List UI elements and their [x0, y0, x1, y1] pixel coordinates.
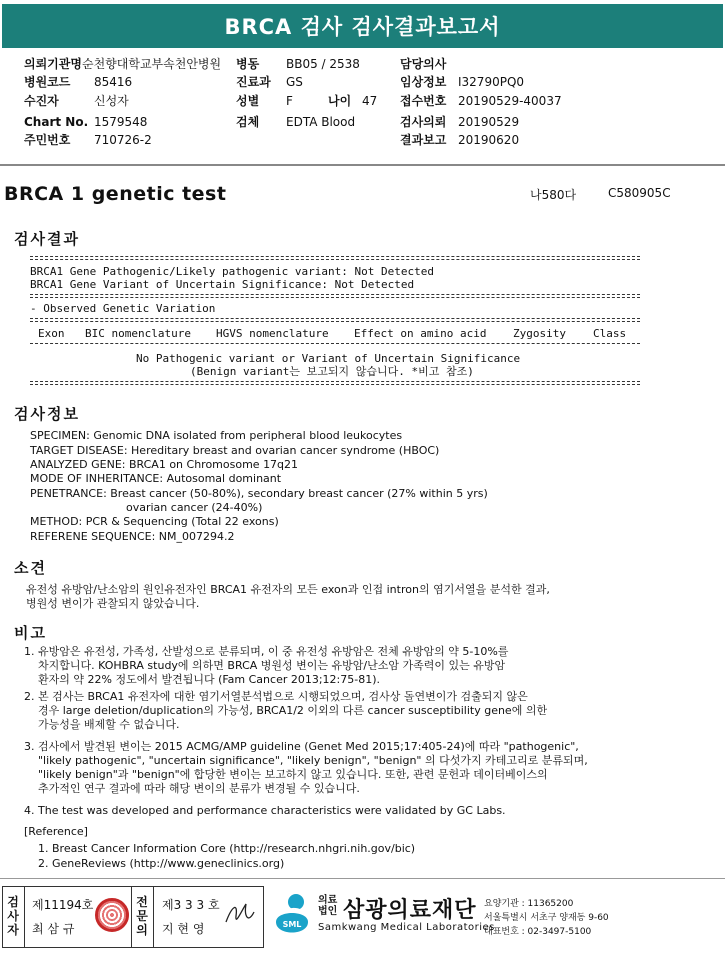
label-patient: 수진자 — [24, 94, 59, 108]
label-ward: 병동 — [236, 57, 260, 71]
footer-divider — [0, 878, 725, 879]
label-chart-no: Chart No. — [24, 115, 89, 129]
reference-label: [Reference] — [24, 825, 88, 838]
signature-mark — [222, 896, 258, 930]
remark-3-line-4: 추가적인 연구 결과에 따라 해당 변이의 분류가 변경될 수 있습니다. — [38, 782, 360, 795]
results-rule-top — [30, 256, 640, 260]
remark-1-line-3: 환자의 약 22% 정도에서 발견됩니다 (Fam Cancer 2013;12:75-81). — [38, 673, 381, 686]
remark-2-line-3: 가능성을 배제할 수 없습니다. — [38, 718, 180, 731]
section-remarks-heading: 비고 — [14, 624, 47, 642]
examiner-license: 제11194호 — [32, 898, 94, 912]
value-clinical-info: I32790PQ0 — [458, 75, 525, 89]
results-rule-3 — [30, 318, 640, 322]
value-patient: 신성자 — [94, 94, 129, 108]
value-age: 47 — [362, 94, 378, 108]
report-title: BRCA 검사 검사결과보고서 — [224, 15, 501, 39]
vertical-label-char: 문 — [136, 909, 148, 923]
benign-note-line: (Benign variant는 보고되지 않습니다. *비고 참조) — [190, 365, 474, 378]
remark-number: 4. — [24, 804, 35, 817]
org-phone: 대표번호 : 02-3497-5100 — [484, 927, 592, 937]
label-institution: 의뢰기관명 — [24, 57, 82, 71]
label-hospital-code: 병원코드 — [24, 75, 71, 89]
col-hgvs: HGVS nomenclature — [216, 327, 329, 340]
report-title-bar — [2, 4, 723, 48]
sig-sep-1 — [24, 886, 25, 948]
section-results-heading: 검사결과 — [14, 230, 80, 248]
value-specimen: EDTA Blood — [286, 115, 356, 129]
remark-3-line-2: "likely pathogenic", "uncertain significance", "likely benign", "benign" 의 다섯가지 카테고리로 분류되며, — [38, 754, 588, 767]
remark-item-4 — [24, 804, 506, 818]
sml-logo-text: SML — [282, 920, 302, 929]
remark-number: 2. — [24, 690, 35, 703]
info-row-2 — [24, 74, 132, 90]
info-specimen-line: SPECIMEN: Genomic DNA isolated from peripheral blood leukocytes — [30, 429, 403, 442]
label-resident-no: 주민번호 — [24, 133, 71, 147]
remark-item-2 — [24, 690, 547, 732]
info-target-disease: TARGET DISEASE: Hereditary breast and ovarian cancer syndrome (HBOC) — [30, 444, 440, 457]
value-receipt-no: 20190529-40037 — [458, 94, 562, 108]
col-class: Class — [593, 327, 627, 340]
info-department — [236, 74, 303, 90]
remark-number: 1. — [24, 645, 35, 658]
label-age: 나이 — [328, 94, 352, 108]
label-report-date: 결과보고 — [400, 133, 447, 147]
value-hospital-code: 85416 — [94, 75, 133, 89]
label-receipt-no: 접수번호 — [400, 94, 447, 108]
label-sex: 성별 — [236, 94, 260, 108]
remark-2-line-1: 본 검사는 BRCA1 유전자에 대한 염기서열분석법으로 시행되었으며, 검사상 돌연변이가 검출되지 않은 — [38, 690, 528, 703]
value-department: GS — [286, 75, 303, 89]
value-resident-no: 710726-2 — [94, 133, 152, 147]
remark-number: 3. — [24, 740, 35, 753]
info-row-4 — [24, 114, 147, 130]
col-exon: Exon — [38, 327, 65, 340]
org-address: 서울특별시 서초구 양재동 9-60 — [484, 913, 609, 923]
results-line-vus: BRCA1 Gene Variant of Uncertain Significance: Not Detected — [30, 278, 415, 291]
label-doctor: 담당의사 — [400, 57, 447, 71]
vertical-label-char: 자 — [7, 923, 19, 937]
section-opinion-heading: 소견 — [14, 559, 47, 577]
section-info-heading: 검사정보 — [14, 405, 80, 423]
results-line-pathogenic: BRCA1 Gene Pathogenic/Likely pathogenic variant: Not Detected — [30, 265, 434, 278]
remark-item-3 — [24, 740, 588, 796]
info-report-date — [400, 132, 519, 148]
info-method: METHOD: PCR & Sequencing (Total 22 exons) — [30, 515, 279, 528]
specialist-license: 제3 3 3 호 — [162, 898, 220, 912]
col-effect: Effect on amino acid — [354, 327, 487, 340]
remark-1-line-1: 유방암은 유전성, 가족성, 산발성으로 분류되며, 이 중 유전성 유방암은 전체 유방암의 약 5-10%를 — [38, 645, 509, 658]
vertical-label-char: 검 — [7, 895, 19, 909]
label-specialist — [135, 895, 149, 937]
info-analyzed-gene: ANALYZED GENE: BRCA1 on Chromosome 17q21 — [30, 458, 299, 471]
remark-3-line-3: "likely benign"과 "benign"에 합당한 변이는 보고하지 않고 있습니다. 또한, 관련 문헌과 데이터베이스의 — [38, 768, 548, 781]
value-chart-no: 1579548 — [94, 115, 148, 129]
remark-1-line-2: 차지합니다. KOHBRA study에 의하면 BRCA 병원성 변이는 유방암/난소암 가족력이 있는 유방암 — [38, 659, 506, 672]
label-clinical-info: 임상정보 — [400, 75, 447, 89]
value-institution: 순천향대학교부속천안병원 — [82, 57, 222, 71]
org-english-name: Samkwang Medical Laboratories — [318, 922, 495, 933]
col-zygosity: Zygosity — [513, 327, 566, 340]
vertical-label-char: 전 — [136, 895, 148, 909]
reference-1: 1. Breast Cancer Information Core (http://research.nhgri.nih.gov/bic) — [38, 842, 416, 855]
opinion-line-2: 병원성 변이가 관찰되지 않았습니다. — [26, 597, 200, 610]
label-specimen: 검체 — [236, 115, 260, 129]
seal-stamp — [95, 898, 129, 932]
info-doctor — [400, 56, 458, 72]
info-clinical — [400, 74, 524, 90]
test-code-1: 나580다 — [530, 188, 577, 202]
vertical-label-char: 사 — [7, 909, 19, 923]
opinion-line-1: 유전성 유방암/난소암의 원인유전자인 BRCA1 유전자의 모든 exon과 인접 intron의 염기서열을 분석한 결과, — [26, 583, 550, 596]
test-code-2: C580905C — [608, 186, 671, 200]
value-ward: BB05 / 2538 — [286, 57, 360, 71]
org-prefix: 의료법인 — [318, 895, 338, 917]
value-report-date: 20190620 — [458, 133, 520, 147]
remark-item-1 — [24, 645, 508, 687]
info-ward — [236, 56, 360, 72]
results-rule-bottom — [30, 381, 640, 385]
info-row-3 — [24, 93, 129, 109]
sig-sep-2 — [131, 886, 132, 948]
test-title: BRCA 1 genetic test — [4, 183, 227, 205]
reference-2: 2. GeneReviews (http://www.geneclinics.org) — [38, 857, 285, 870]
sml-logo-icon — [272, 892, 312, 942]
label-department: 진료과 — [236, 75, 271, 89]
remark-2-line-2: 경우 large deletion/duplication의 가능성, BRCA1/2 이외의 다른 cancer susceptibility gene에 의한 — [38, 704, 548, 717]
label-request-date: 검사의뢰 — [400, 115, 447, 129]
info-sex-age — [236, 93, 377, 109]
info-row-1 — [24, 56, 221, 72]
info-receipt — [400, 93, 562, 109]
value-request-date: 20190529 — [458, 115, 520, 129]
info-inheritance: MODE OF INHERITANCE: Autosomal dominant — [30, 472, 282, 485]
remark-4-line-1: The test was developed and performance characteristics were validated by GC Labs. — [38, 804, 506, 817]
org-license-no: 요양기관 : 11365200 — [484, 899, 574, 909]
info-reference-seq: REFERENE SEQUENCE: NM_007294.2 — [30, 530, 235, 543]
info-penetrance: PENETRANCE: Breast cancer (50-80%), secondary breast cancer (27% within 5 yrs) — [30, 487, 488, 500]
vertical-label-char: 의 — [136, 923, 148, 937]
col-bic: BIC nomenclature — [85, 327, 191, 340]
results-rule-2 — [30, 294, 640, 298]
org-name: 삼광의료재단 — [343, 898, 477, 923]
info-specimen — [236, 114, 355, 130]
examiner-name: 최 삼 규 — [32, 922, 75, 936]
header-divider — [0, 164, 725, 166]
sig-sep-3 — [153, 886, 154, 948]
value-sex: F — [286, 94, 293, 108]
label-examiner — [6, 895, 20, 937]
no-variant-line: No Pathogenic variant or Variant of Uncertain Significance — [136, 352, 521, 365]
specialist-name: 지 현 영 — [162, 922, 205, 936]
info-request-date — [400, 114, 519, 130]
table-header-rule — [30, 343, 640, 344]
info-row-5 — [24, 132, 152, 148]
info-penetrance-cont: ovarian cancer (24-40%) — [126, 501, 263, 514]
remark-3-line-1: 검사에서 발견된 변이는 2015 ACMG/AMP guideline (Genet Med 2015;17:405-24)에 따라 "pathogenic", — [38, 740, 579, 753]
observed-variation-label: - Observed Genetic Variation — [30, 302, 216, 315]
